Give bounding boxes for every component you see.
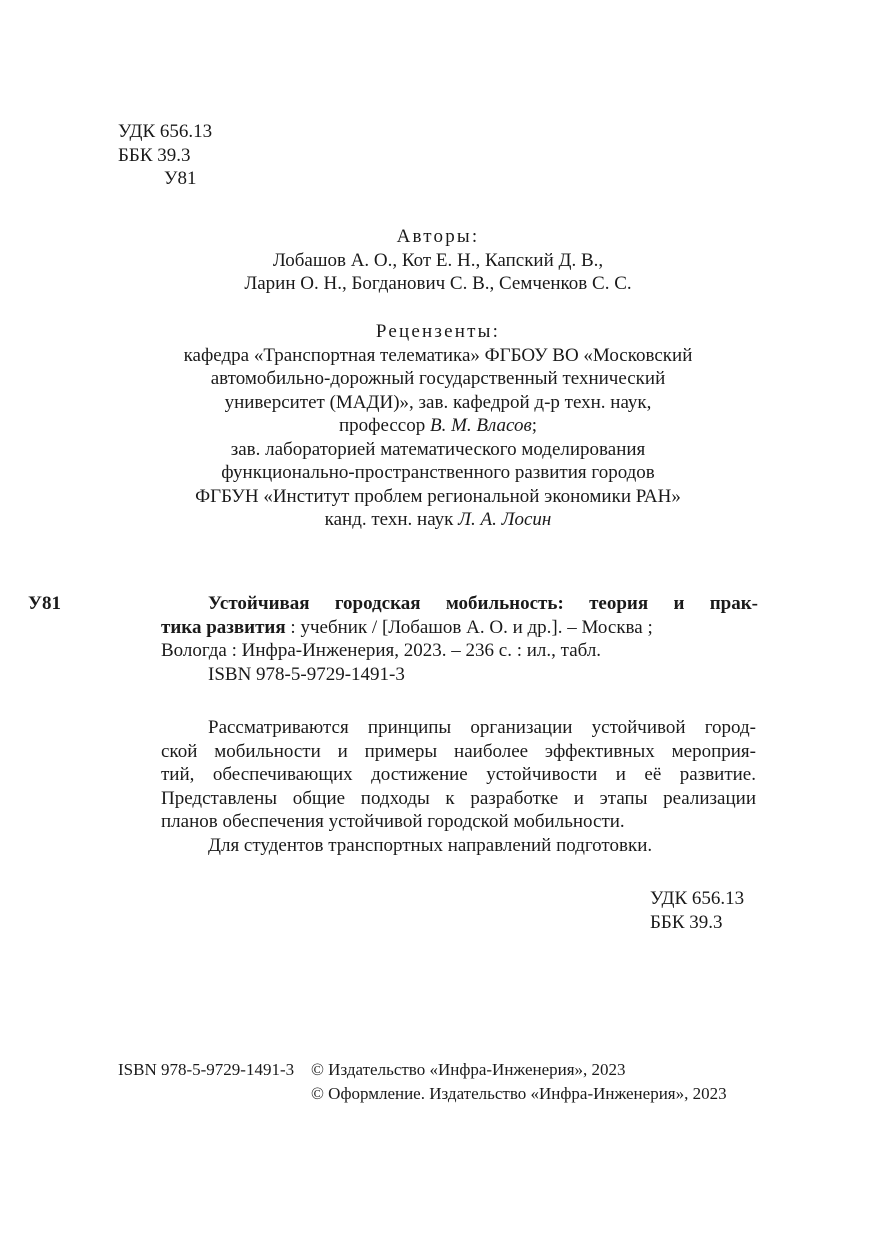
copyright-isbn: ISBN 978-5-9729-1491-3 bbox=[118, 1060, 295, 1079]
annotation-line: тий, обеспечивающих достижение устойчивости и её развитие. bbox=[161, 764, 756, 785]
annotation-line: Рассматриваются принципы организации устойчивой город- bbox=[208, 717, 756, 738]
bibliographic-record bbox=[28, 592, 758, 686]
reviewer-name: Л. А. Лосин bbox=[458, 509, 552, 530]
copyright-design: © Оформление. Издательство «Инфра-Инженерия», 2023 bbox=[311, 1084, 727, 1103]
annotation bbox=[161, 716, 756, 857]
reviewer-line: функционально-пространственного развития городов bbox=[221, 462, 655, 483]
reviewer-line: кафедра «Транспортная телематика» ФГБОУ ВО «Московский bbox=[183, 344, 693, 366]
udk-code: УДК 656.13 bbox=[118, 121, 213, 142]
reviewer-line bbox=[0, 414, 876, 438]
reviewer-line: ФГБУН «Институт проблем региональной экономики РАН» bbox=[195, 485, 681, 507]
copyright-row bbox=[118, 1058, 727, 1082]
reviewer-suffix: ; bbox=[531, 415, 538, 436]
record-cutter: У81 bbox=[28, 593, 61, 614]
record-isbn: ISBN 978-5-9729-1491-3 bbox=[208, 663, 405, 685]
annotation-line: планов обеспечения устойчивой городской мобильности. bbox=[161, 811, 625, 832]
reviewer-line: университет (МАДИ)», зав. кафедрой д-р техн. наук, bbox=[224, 391, 652, 413]
copyright-section bbox=[118, 1058, 727, 1106]
record-title-part1: Устойчивая городская мобильность: теория и прак- bbox=[208, 593, 758, 614]
record-details: : учебник / [Лобашов А. О. и др.]. – Москва ; bbox=[285, 616, 653, 638]
reviewer-name: В. М. Власов bbox=[429, 415, 532, 436]
udk-code: УДК 656.13 bbox=[650, 888, 745, 909]
classification-footer bbox=[650, 887, 744, 934]
copyright-publisher: © Издательство «Инфра-Инженерия», 2023 bbox=[311, 1060, 626, 1079]
reviewer-prefix: профессор bbox=[338, 415, 430, 436]
reviewer-line: зав. лабораторией математического моделирования bbox=[230, 438, 646, 460]
record-title-line bbox=[28, 592, 758, 616]
record-title-part2: тика развития bbox=[161, 616, 286, 638]
authors-heading: Авторы: bbox=[396, 226, 480, 247]
annotation-line: Представлены общие подходы к разработке и этапы реализации bbox=[161, 787, 756, 809]
reviewers-section bbox=[0, 320, 876, 532]
annotation-audience: Для студентов транспортных направлений подготовки. bbox=[208, 834, 653, 856]
reviewer-line bbox=[0, 508, 876, 532]
authors-section bbox=[0, 225, 876, 296]
classification-header bbox=[118, 120, 212, 191]
authors-line: Лобашов А. О., Кот Е. Н., Капский Д. В., bbox=[272, 249, 604, 271]
authors-line: Ларин О. Н., Богданович С. В., Семченков С. С. bbox=[244, 273, 632, 294]
bbk-code: ББК 39.3 bbox=[118, 144, 191, 166]
record-line bbox=[118, 616, 758, 640]
record-line: Вологда : Инфра-Инженерия, 2023. – 236 с. : ил., табл. bbox=[161, 640, 602, 661]
annotation-line: ской мобильности и примеры наиболее эффективных мероприя- bbox=[161, 740, 756, 762]
cutter-mark: У81 bbox=[164, 168, 197, 189]
reviewers-heading: Рецензенты: bbox=[375, 321, 501, 342]
reviewer-prefix: канд. техн. наук bbox=[324, 509, 459, 530]
bbk-code: ББК 39.3 bbox=[650, 911, 723, 933]
reviewer-line: автомобильно-дорожный государственный технический bbox=[210, 368, 666, 389]
